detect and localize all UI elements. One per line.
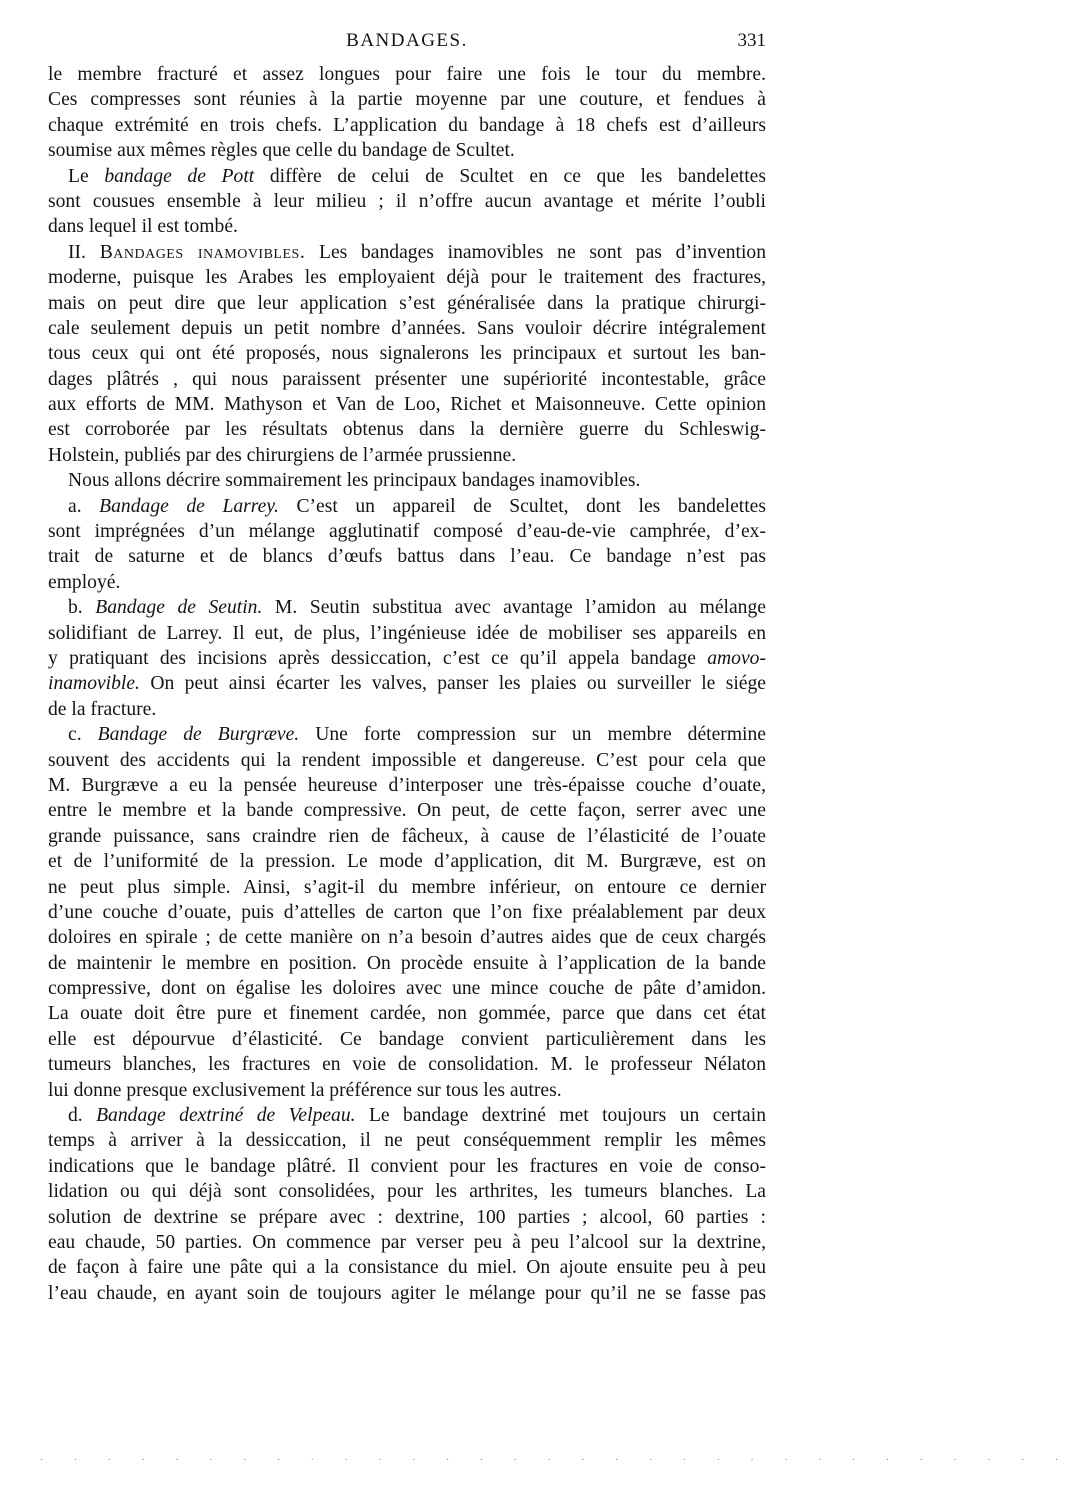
text-line: [48, 1128, 766, 1153]
text-run: tous ceux qui ont été proposés, nous signalerons les principaux et surtout les ban-: [48, 343, 766, 365]
text-line: [48, 1230, 766, 1255]
italic-run: inamovible.: [48, 673, 140, 695]
scan-artifact-dots: · · · · · · · · · · · · · · · · · · · · · · · · · · · · · · ·: [40, 1455, 1072, 1466]
page-number: 331: [737, 30, 766, 51]
text-run: Le: [68, 165, 105, 187]
text-run: solution de dextrine se prépare avec : dextrine, 100 parties ; alcool, 60 parties :: [48, 1206, 766, 1228]
text-run: moderne, puisque les Arabes les employaient déjà pour le traitement des fractures,: [48, 267, 766, 289]
text-run: c.: [68, 724, 98, 746]
text-run: sont imprégnées d’un mélange agglutinatif composé d’eau-de-vie camphrée, d’ex-: [48, 521, 766, 543]
text-line: [48, 697, 766, 722]
text-line: [48, 976, 766, 1001]
text-line: [48, 367, 766, 392]
text-run: y pratiquant des incisions après dessiccation, c’est ce qu’il appela bandage: [48, 647, 708, 669]
text-run: II.: [68, 241, 100, 263]
text-line: [48, 341, 766, 366]
page-header: [48, 30, 766, 58]
text-run: et de l’uniformité de la pression. Le mode d’application, dit M. Burgræve, est on: [48, 851, 766, 873]
text-line: [48, 316, 766, 341]
text-run: a.: [68, 495, 100, 517]
text-run: chaque extrémité en trois chefs. L’application du bandage à 18 chefs est d’ailleurs: [48, 114, 766, 136]
text-line: [48, 951, 766, 976]
text-run: elle est dépourvue d’élasticité. Ce bandage convient particulièrement dans les: [48, 1028, 766, 1050]
text-run: le membre fracturé et assez longues pour faire une fois le tour du membre.: [48, 64, 766, 85]
text-line: [48, 748, 766, 773]
text-line: [48, 1205, 766, 1230]
text-line: [48, 240, 766, 265]
text-run: Ces compresses sont réunies à la partie moyenne par une couture, et fendues à: [48, 89, 766, 111]
text-run: indications que le bandage plâtré. Il convient pour les fractures en voie de conso-: [48, 1155, 766, 1177]
text-run: sont cousues ensemble à leur milieu ; il n’offre aucun avantage et mérite l’oubli: [48, 190, 766, 212]
text-line: [48, 417, 766, 442]
italic-run: Bandage de Burgræve.: [97, 724, 300, 746]
text-line: [48, 925, 766, 950]
text-run: d.: [68, 1105, 97, 1127]
text-line: [48, 849, 766, 874]
text-line: [48, 621, 766, 646]
small-caps-run: Bandages inamovibles.: [99, 241, 306, 263]
text-line: [48, 1154, 766, 1179]
text-run: solidifiant de Larrey. Il eut, de plus, l’ingénieuse idée de mobiliser ses appareils en: [48, 622, 766, 644]
text-run: de façon à faire une pâte qui a la consistance du miel. On ajoute ensuite peu à peu: [48, 1257, 766, 1279]
text-run: souvent des accidents qui la rendent impossible et dangereuse. C’est pour cela que: [48, 749, 766, 771]
text-run: M. Seutin substitua avec avantage l’amidon au mélange: [262, 597, 766, 619]
text-run: Holstein, publiés par des chirurgiens de l’armée prussienne.: [48, 444, 517, 466]
body-text: [48, 62, 766, 1306]
text-line: [48, 570, 766, 595]
text-line: [48, 113, 766, 138]
text-run: lui donne presque exclusivement la préférence sur tous les autres.: [48, 1079, 562, 1101]
italic-run: Bandage de Larrey.: [99, 495, 279, 517]
text-line: [48, 1281, 766, 1306]
text-line: [48, 62, 766, 87]
italic-run: amovo-: [707, 647, 766, 669]
text-line: [48, 646, 766, 671]
text-line: [48, 138, 766, 163]
text-run: de la fracture.: [48, 698, 157, 720]
text-run: l’eau chaude, en ayant soin de toujours agiter le mélange pour qu’il ne se fasse pas: [48, 1282, 766, 1304]
text-line: [48, 87, 766, 112]
text-line: [48, 189, 766, 214]
text-line: [48, 468, 766, 493]
text-run: doloires en spirale ; de cette manière on n’a besoin d’autres aides que de ceux chargés: [48, 927, 766, 949]
text-run: entre le membre et la bande compressive. On peut, de cette façon, serrer avec une: [48, 800, 766, 822]
text-run: de maintenir le membre en position. On procède ensuite à l’application de la bande: [48, 952, 766, 974]
text-run: tumeurs blanches, les fractures en voie de consolidation. M. le professeur Nélaton: [48, 1054, 766, 1076]
text-run: eau chaude, 50 parties. On commence par verser peu à peu l’alcool sur la dextrine,: [48, 1231, 766, 1253]
text-run: M. Burgræve a eu la pensée heureuse d’interposer une très-épaisse couche d’ouate,: [48, 774, 766, 796]
text-line: [48, 443, 766, 468]
italic-run: Bandage de Seutin.: [95, 597, 263, 619]
text-line: [48, 519, 766, 544]
text-line: [48, 1103, 766, 1128]
italic-run: Bandage dextriné de Velpeau.: [96, 1105, 356, 1127]
text-run: soumise aux mêmes règles que celle du bandage de Scultet.: [48, 140, 515, 162]
text-run: aux efforts de MM. Mathyson et Van de Loo, Richet et Maisonneuve. Cette opinion: [48, 394, 766, 416]
text-line: [48, 265, 766, 290]
text-run: grande puissance, sans craindre rien de fâcheux, à cause de l’élasticité de l’ouate: [48, 825, 766, 847]
text-run: C’est un appareil de Scultet, dont les bandelettes: [278, 495, 766, 517]
text-run: On peut ainsi écarter les valves, panser les plaies ou surveiller le siége: [139, 673, 766, 695]
text-run: dages plâtrés , qui nous paraissent présenter une supériorité incontestable, grâce: [48, 368, 766, 390]
text-run: cale seulement depuis un petit nombre d’années. Sans vouloir décrire intégralement: [48, 317, 766, 339]
text-run: b.: [68, 597, 96, 619]
text-line: [48, 1052, 766, 1077]
text-run: Une forte compression sur un membre détermine: [299, 724, 766, 746]
text-run: trait de saturne et de blancs d’œufs battus dans l’eau. Ce bandage n’est pas: [48, 546, 766, 568]
text-line: [48, 291, 766, 316]
text-run: temps à arriver à la dessiccation, il ne peut conséquemment remplir les mêmes: [48, 1130, 766, 1152]
text-line: [48, 494, 766, 519]
text-line: [48, 1078, 766, 1103]
text-line: [48, 875, 766, 900]
text-run: est corroborée par les résultats obtenus dans la dernière guerre du Schleswig-: [48, 419, 766, 441]
text-line: [48, 798, 766, 823]
text-line: [48, 824, 766, 849]
text-line: [48, 722, 766, 747]
text-line: [48, 1001, 766, 1026]
text-run: Nous allons décrire sommairement les principaux bandages inamovibles.: [68, 470, 641, 492]
text-line: [48, 1255, 766, 1280]
text-run: Le bandage dextriné met toujours un certain: [355, 1105, 766, 1127]
text-line: [48, 164, 766, 189]
text-line: [48, 671, 766, 696]
text-run: compressive, dont on égalise les doloires avec une mince couche de pâte d’amidon.: [48, 978, 766, 1000]
text-line: [48, 595, 766, 620]
text-line: [48, 1179, 766, 1204]
text-line: [48, 392, 766, 417]
text-line: [48, 544, 766, 569]
text-run: ne peut plus simple. Ainsi, s’agit-il du membre inférieur, on entoure ce dernier: [48, 876, 766, 898]
text-run: mais on peut dire que leur application s’est généralisée dans la pratique chirurgi-: [48, 292, 766, 314]
running-title: BANDAGES.: [346, 30, 468, 51]
text-run: employé.: [48, 571, 121, 593]
text-line: [48, 214, 766, 239]
text-run: d’une couche d’ouate, puis d’attelles de carton que l’on fixe préalablement par deux: [48, 901, 766, 923]
text-run: diffère de celui de Scultet en ce que les bandelettes: [254, 165, 766, 187]
text-run: dans lequel il est tombé.: [48, 216, 238, 238]
text-line: [48, 773, 766, 798]
text-run: lidation ou qui déjà sont consolidées, pour les arthrites, les tumeurs blanches. La: [48, 1181, 766, 1203]
text-run: La ouate doit être pure et finement cardée, non gommée, parce que dans cet état: [48, 1003, 766, 1025]
text-line: [48, 900, 766, 925]
italic-run: bandage de Pott: [104, 165, 255, 187]
text-run: Les bandages inamovibles ne sont pas d’invention: [305, 241, 766, 263]
text-line: [48, 1027, 766, 1052]
